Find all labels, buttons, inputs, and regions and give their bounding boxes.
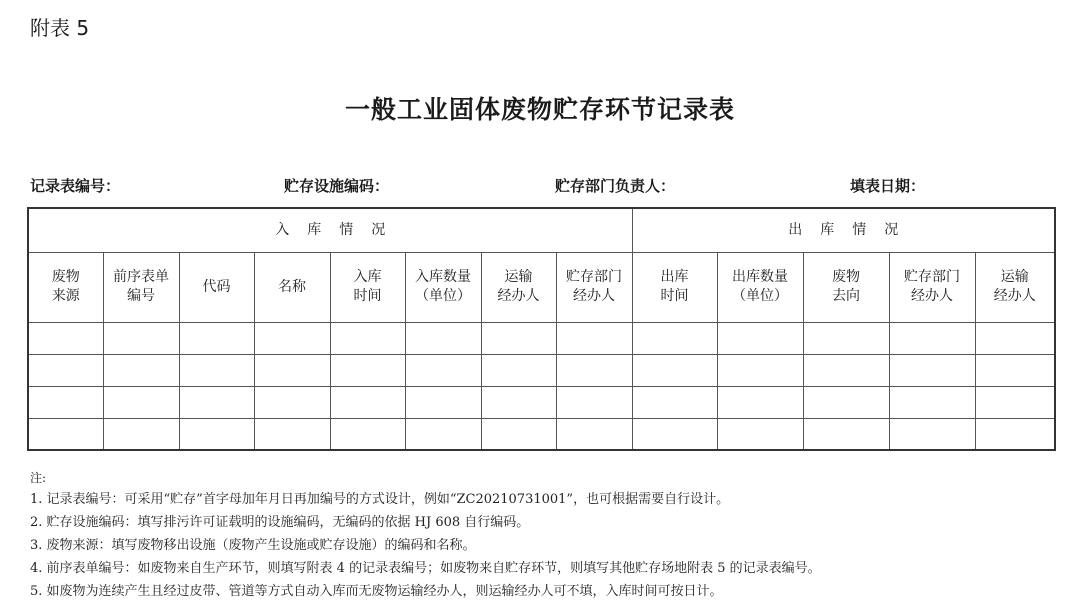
column-header-line: 时间 — [660, 288, 689, 304]
column-header-line: 运输 — [1000, 269, 1029, 285]
column-header-line: 入库 — [353, 269, 382, 285]
table-cell[interactable] — [889, 386, 975, 418]
table-row — [28, 354, 1055, 386]
column-header-line: 经办人 — [911, 288, 953, 304]
outbound-section-header: 出库情况 — [632, 208, 1055, 252]
note-item: 5. 如废物为连续产生且经过皮带、管道等方式自动入库而无废物运输经办人，则运输经办人可不填，入库时间可按日计。 — [30, 584, 723, 599]
column-header-line: 来源 — [51, 288, 80, 304]
table-body — [28, 322, 1055, 450]
table-cell[interactable] — [975, 322, 1055, 354]
table-cell[interactable] — [632, 354, 717, 386]
table-cell[interactable] — [28, 386, 103, 418]
table-cell[interactable] — [481, 322, 556, 354]
table-cell[interactable] — [405, 354, 481, 386]
column-header-prior-form-number — [103, 252, 179, 322]
column-header-line: 名称 — [278, 278, 306, 295]
table-cell[interactable] — [481, 386, 556, 418]
column-header-line: 贮存部门 — [566, 269, 622, 285]
note-item: 1. 记录表编号：可采用“贮存”首字母加年月日再加编号的方式设计，例如“ZC20210731001”，也可根据需要自行设计。 — [30, 492, 730, 507]
table-cell[interactable] — [254, 354, 330, 386]
column-header-line: 运输 — [504, 269, 533, 285]
table-cell[interactable] — [179, 354, 254, 386]
column-header-row — [28, 252, 1055, 322]
column-header-waste-source — [28, 252, 103, 322]
table-cell[interactable] — [254, 322, 330, 354]
note-item: 2. 贮存设施编码：填写排污许可证载明的设施编码，无编码的依据 HJ 608 自行编码。 — [30, 515, 530, 530]
column-header-line: （单位） — [415, 288, 471, 304]
table-cell[interactable] — [717, 418, 803, 450]
table-cell[interactable] — [330, 322, 405, 354]
column-header-line: 经办人 — [497, 288, 540, 304]
notes-block — [30, 468, 821, 603]
table-cell[interactable] — [889, 322, 975, 354]
table-cell[interactable] — [254, 386, 330, 418]
table-cell[interactable] — [330, 354, 405, 386]
column-header-line: （单位） — [732, 288, 788, 304]
notes-title: 注: — [30, 471, 47, 485]
table-cell[interactable] — [330, 386, 405, 418]
table-cell[interactable] — [28, 418, 103, 450]
column-header-line: 时间 — [353, 288, 382, 304]
table-row — [28, 322, 1055, 354]
table-cell[interactable] — [889, 354, 975, 386]
table-cell[interactable] — [481, 354, 556, 386]
document-title: 一般工业固体废物贮存环节记录表 — [344, 95, 735, 124]
table-row — [28, 386, 1055, 418]
note-item: 4. 前序表单编号：如废物来自生产环节，则填写附表 4 的记录表编号；如废物来自贮存环节，则填写其他贮存场地附表 5 的记录表编号。 — [30, 561, 821, 576]
table-row — [28, 418, 1055, 450]
table-cell[interactable] — [556, 322, 632, 354]
table-cell[interactable] — [405, 418, 481, 450]
column-header-outbound-quantity — [717, 252, 803, 322]
table-cell[interactable] — [803, 354, 889, 386]
table-cell[interactable] — [975, 418, 1055, 450]
column-header-line: 去向 — [832, 288, 860, 304]
column-header-line: 编号 — [127, 288, 155, 304]
table-cell[interactable] — [28, 354, 103, 386]
table-cell[interactable] — [632, 386, 717, 418]
table-cell[interactable] — [103, 322, 179, 354]
table-cell[interactable] — [103, 418, 179, 450]
column-header-line: 经办人 — [993, 288, 1036, 304]
table-cell[interactable] — [179, 386, 254, 418]
table-cell[interactable] — [556, 418, 632, 450]
column-header-outbound-time — [632, 252, 717, 322]
column-header-line: 出库数量 — [732, 269, 788, 285]
department-head-label: 贮存部门负责人： — [555, 177, 676, 195]
table-cell[interactable] — [803, 322, 889, 354]
table-cell[interactable] — [889, 418, 975, 450]
column-header-line: 废物 — [832, 269, 860, 285]
table-cell[interactable] — [717, 386, 803, 418]
table-cell[interactable] — [103, 354, 179, 386]
appendix-label: 附表 5 — [30, 16, 90, 40]
table-cell[interactable] — [632, 418, 717, 450]
column-header-line: 出库 — [660, 269, 689, 285]
column-header-outbound-transport-handler — [975, 252, 1055, 322]
table-cell[interactable] — [330, 418, 405, 450]
table-cell[interactable] — [405, 386, 481, 418]
column-header-inbound-transport-handler — [481, 252, 556, 322]
record-table — [27, 207, 1056, 451]
note-item: 3. 废物来源：填写废物移出设施（废物产生设施或贮存设施）的编码和名称。 — [30, 538, 476, 553]
table-cell[interactable] — [975, 354, 1055, 386]
column-header-line: 前序表单 — [113, 269, 169, 285]
column-header-line: 贮存部门 — [904, 269, 960, 285]
fill-date-label: 填表日期： — [850, 177, 926, 195]
column-header-inbound-quantity — [405, 252, 481, 322]
inbound-section-header: 入库情况 — [28, 208, 632, 252]
table-cell[interactable] — [556, 354, 632, 386]
column-header-inbound-time — [330, 252, 405, 322]
column-header-outbound-storage-handler — [889, 252, 975, 322]
table-cell[interactable] — [556, 386, 632, 418]
section-header-row — [28, 208, 1055, 252]
column-header-code — [179, 252, 254, 322]
table-cell[interactable] — [405, 322, 481, 354]
table-cell[interactable] — [481, 418, 556, 450]
table-cell[interactable] — [632, 322, 717, 354]
table-cell[interactable] — [803, 386, 889, 418]
column-header-name — [254, 252, 330, 322]
table-cell[interactable] — [717, 322, 803, 354]
table-cell[interactable] — [179, 322, 254, 354]
table-cell[interactable] — [803, 418, 889, 450]
column-header-line: 代码 — [202, 278, 231, 295]
facility-code-label: 贮存设施编码： — [284, 177, 390, 195]
column-header-line: 废物 — [51, 269, 80, 285]
column-header-line: 经办人 — [573, 288, 615, 304]
table-cell[interactable] — [103, 386, 179, 418]
record-number-label: 记录表编号： — [30, 177, 121, 195]
column-header-waste-destination — [803, 252, 889, 322]
column-header-line: 入库数量 — [415, 269, 471, 285]
table-cell[interactable] — [254, 418, 330, 450]
table-cell[interactable] — [28, 322, 103, 354]
table-cell[interactable] — [975, 386, 1055, 418]
column-header-inbound-storage-handler — [556, 252, 632, 322]
table-cell[interactable] — [717, 354, 803, 386]
table-cell[interactable] — [179, 418, 254, 450]
